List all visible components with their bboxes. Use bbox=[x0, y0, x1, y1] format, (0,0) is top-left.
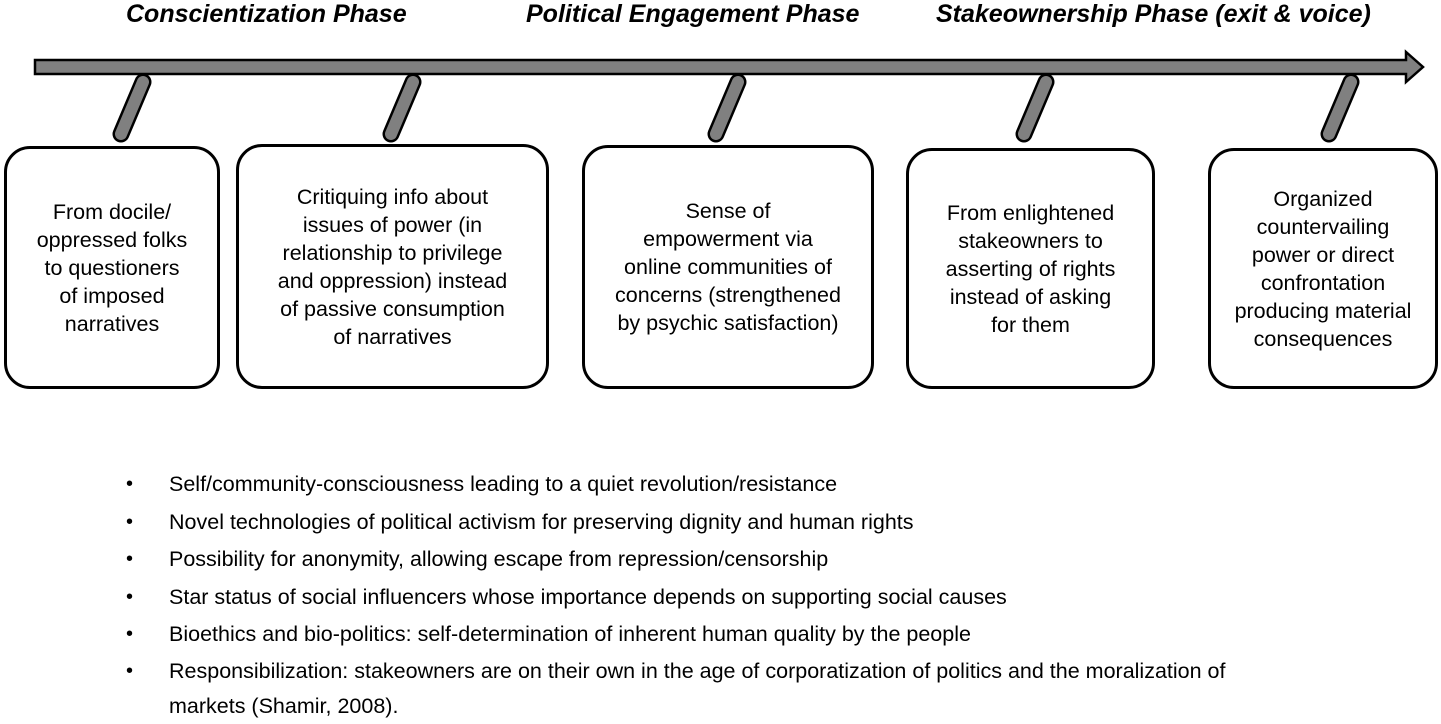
bullet-item-1: • Self/community-consciousness leading to a quiet revolution/resistance bbox=[120, 466, 1240, 504]
bullet-item-3: • Possibility for anonymity, allowing escape from repression/censorship bbox=[120, 541, 1240, 579]
bullet-list bbox=[120, 466, 1240, 724]
bullet-item-6: • Responsibilization: stakeowners are on their own in the age of corporatization of politics and the moralization of markets (Shamir, 2008). bbox=[120, 654, 1240, 724]
phase-heading-political-engagement: Political Engagement Phase bbox=[526, 0, 860, 28]
stage-box-1-text: From docile/ oppressed folks to questioners of imposed narratives bbox=[36, 199, 188, 336]
stage-box-2-text: Critiquing info about issues of power (in relationship to privilege and oppression) instead of passive consumption of narratives bbox=[277, 184, 508, 349]
timeline-arrow bbox=[35, 52, 1423, 82]
stage-box-3-text: Sense of empowerment via online communities of concerns (strengthened by psychic satisfaction) bbox=[615, 199, 841, 335]
stage-box-5 bbox=[1208, 148, 1438, 389]
bullet-item-4: • Star status of social influencers whose importance depends on supporting social causes bbox=[120, 579, 1240, 617]
stage-box-4 bbox=[906, 148, 1155, 389]
bullet-item-2: • Novel technologies of political activism for preserving dignity and human rights bbox=[120, 504, 1240, 542]
stage-box-1 bbox=[4, 146, 220, 389]
phase-heading-conscientization: Conscientization Phase bbox=[126, 0, 407, 28]
phase-heading-stakeownership: Stakeownership Phase (exit & voice) bbox=[936, 0, 1371, 28]
bullet-item-5: • Bioethics and bio-politics: self-determination of inherent human quality by the people bbox=[120, 616, 1240, 654]
stage-box-5-text: Organized countervailing power or direct confrontation producing material consequences bbox=[1234, 186, 1412, 351]
stage-box-2 bbox=[236, 144, 549, 389]
stage-box-4-text: From enlightened stakeowners to asserting of rights instead of asking for them bbox=[945, 200, 1116, 337]
stage-box-3 bbox=[582, 145, 874, 389]
